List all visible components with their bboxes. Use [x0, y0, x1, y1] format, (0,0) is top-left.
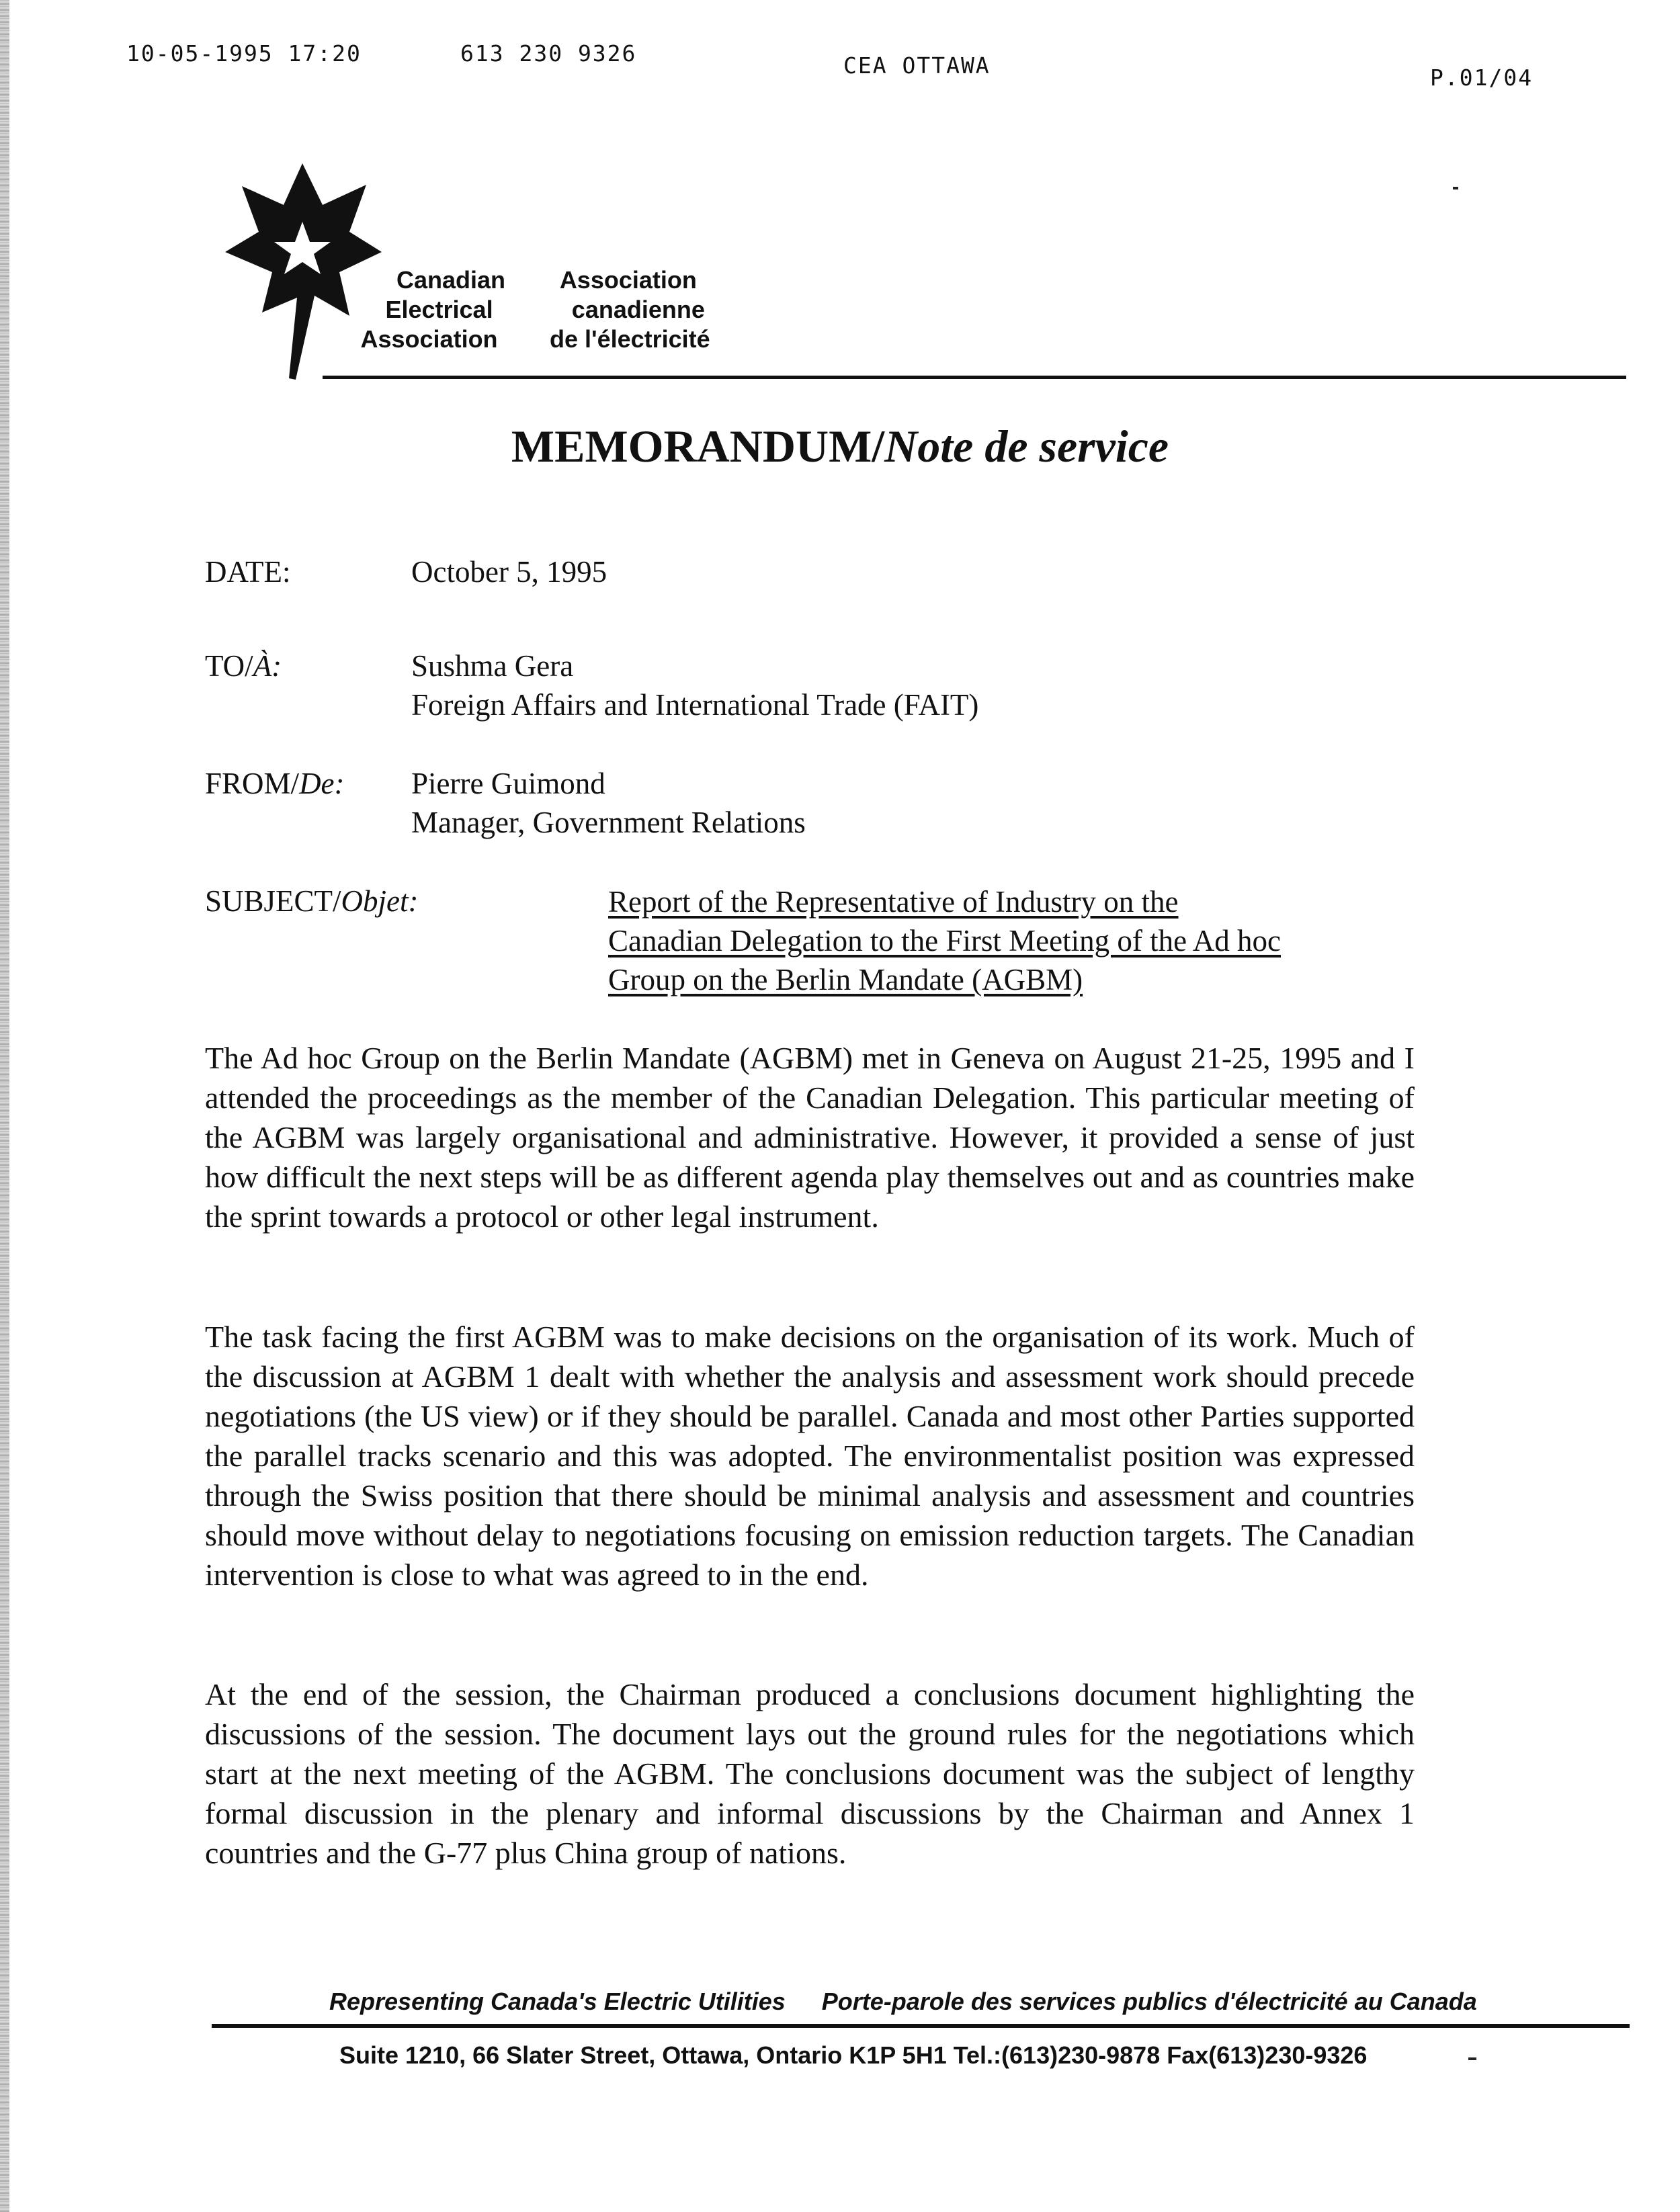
- footer-address: Suite 1210, 66 Slater Street, Ottawa, Ontario K1P 5H1 Tel.:(613)230-9878 Fax(613)230-9326: [339, 2041, 1368, 2069]
- body-paragraph: The task facing the first AGBM was to make decisions on the organisation of its work. Much of the discussion at AGBM 1 dealt with whether the analysis and assessment work should precede negotiations (the US view) or if they should be parallel. Canada and most other Parties supported the parallel tracks scenario and this was adopted. The environmentalist position was expressed through the Swiss position that there should be minimal analysis and assessment and countries should move without delay to negotiations focusing on emission reduction targets. The Canadian intervention is close to what was agreed to in the end.: [205, 1320, 1415, 1592]
- organization-name-english: [353, 265, 505, 354]
- org-en-line: Canadian: [396, 266, 506, 294]
- from-label-main: FROM/: [205, 767, 300, 800]
- subject-label: [205, 884, 419, 919]
- subject-line: Report of the Representative of Industry on the: [608, 885, 1179, 919]
- subject-line: Group on the Berlin Mandate (AGBM): [608, 963, 1083, 996]
- to-value: [411, 646, 978, 724]
- from-label-italic: De:: [299, 767, 345, 800]
- sender-title: Manager, Government Relations: [411, 806, 806, 839]
- from-value: [411, 764, 806, 842]
- header-divider: [323, 376, 1626, 379]
- body-paragraph: At the end of the session, the Chairman produced a conclusions document highlighting the discussions of the session. The document lays out the ground rules for the negotiations which start at the next meeting of the AGBM. The conclusions document was the subject of lengthy formal discussion in the plenary and informal discussions by the Chairman and Annex 1 countries and the G-77 plus China group of nations.: [205, 1677, 1415, 1870]
- scan-edge-artifact: [0, 0, 9, 2212]
- subject-label-main: SUBJECT/: [205, 884, 341, 918]
- fax-sender: CEA OTTAWA: [843, 52, 991, 79]
- to-label-italic: À:: [253, 649, 282, 683]
- fax-phone-number: 613 230 9326: [460, 40, 637, 67]
- fax-transmission-header: [0, 40, 1680, 91]
- body-paragraph: The Ad hoc Group on the Berlin Mandate (AGBM) met in Geneva on August 21-25, 1995 and I attended the proceedings as the member of the Canadian Delegation. This particular meeting of the AGBM was largely organisational and administrative. However, it provided a sense of just how difficult the next steps will be as different agenda play themselves out and as countries make the sprint towards a protocol or other legal instrument.: [205, 1041, 1415, 1234]
- scan-speck: [1453, 187, 1458, 189]
- recipient-name: Sushma Gera: [411, 649, 574, 683]
- date-value: October 5, 1995: [411, 555, 607, 589]
- footer-tagline: [329, 1988, 1477, 2016]
- scan-speck: [1468, 2057, 1476, 2060]
- subject-value: [608, 882, 1281, 999]
- footer-tagline-english: Representing Canada's Electric Utilities: [329, 1988, 786, 2015]
- date-label: DATE:: [205, 555, 291, 589]
- organization-name-french: [543, 265, 710, 354]
- footer-tagline-french: Porte-parole des services publics d'électricité au Canada: [821, 1988, 1477, 2015]
- org-en-line: Association: [360, 325, 498, 353]
- memo-title-italic: Note de service: [884, 421, 1169, 472]
- org-fr-line: canadienne: [571, 296, 705, 323]
- to-label-main: TO/: [205, 649, 253, 683]
- from-label: [205, 766, 345, 801]
- org-en-line: Electrical: [385, 296, 493, 323]
- footer-divider: [212, 2024, 1630, 2028]
- fax-datetime: 10-05-1995 17:20: [126, 40, 362, 67]
- fax-page-number: P.01/04: [1430, 65, 1534, 91]
- subject-label-italic: Objet:: [341, 884, 419, 918]
- subject-line: Canadian Delegation to the First Meeting of the Ad hoc: [608, 924, 1282, 958]
- org-fr-line: Association: [559, 266, 697, 294]
- memo-title: [0, 420, 1680, 473]
- org-fr-line: de l'électricité: [550, 325, 710, 353]
- to-label: [205, 648, 282, 683]
- memo-title-main: MEMORANDUM/: [511, 421, 885, 472]
- sender-name: Pierre Guimond: [411, 767, 605, 800]
- recipient-organization: Foreign Affairs and International Trade (FAIT): [411, 688, 979, 722]
